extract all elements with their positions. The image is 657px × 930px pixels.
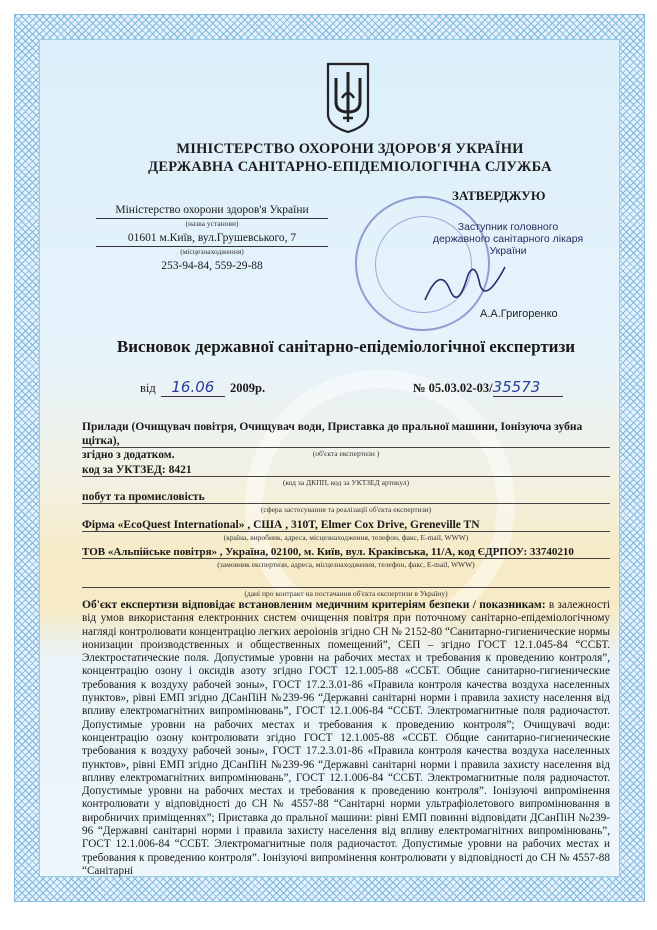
institution-block <box>96 203 328 273</box>
conclusion-lead: Об'єкт експертизи відповідає встановленим медичним критеріям безпеки / показникам: <box>82 599 546 611</box>
conclusion-text: в залежності від умов використання електронних систем очищення повітря при поточному санітарно-епідеміологічному нагляді контролювати концентрацію легких аероіонів згідно СН № 2152-80 “Санитарно-гигиенические нормы ионизации производственных и общественных помещений”, СЕП – згідно ГОСТ 12.1.045-84 “ССБТ. Электростатические поля. Допустимые уровни на рабочих местах и требования к проведению контроля”, концентрацію озону і оксидів азоту згідно ГОСТ 12.1.005-88 «ССБТ. Общие санитарно-гигиенические требования к воздуху рабочей зоны», ГОСТ 17.2.3.01-86 «Правила контроля качества воздуха населенных пунктов», рівні ЕМП згідно ДСанПіН №239-96 “Державні санітарні норми і правила захисту населення від впливу електромагнітних випромінювань”, ГОСТ 12.1.006-84 “ССБТ. Электромагнитные поля радиочастот. Допустимые уровни на рабочих местах и требования к проведению контроля”; Очищувачі води: концентрацію озону контролювати згідно ГОСТ 12.1.005-88 «ССБТ. Общие санитарно-гигиенические требования к воздуху рабочей зоны», ГОСТ 17.2.3.01-86 «Правила контроля качества воздуха населенных пунктов», рівні ЕМП згідно ДСанПіН №239-96 “Державні санітарні норми і правила захисту населення від впливу електромагнітних випромінювань”, ГОСТ 12.1.006-84 “ССБТ. Электромагнитные поля радиочастот. Допустимые уровни на рабочих местах и требования к проведению контроля”. Іонізуючі випромінення контролювати у відповідності до СН № 4557-88 “Санітарні норми ультрафіолетового випромінювання в виробничих приміщеннях”; Приставка до пральної машини: рівні ЕМП повинні відповідати ДСанПіН №239-96 “Державні санітарні норми і правила захисту населення від впливу електромагнітних випромінювань”, ГОСТ 12.1.006-84 “ССБТ. Электромагнитные поля радиочастот. Допустимые уровни на рабочих местах и требования к проведению контроля”. Іонізуючі випромінення контролювати у відповідності до СН № 4557-88 “Санітарні <box>82 599 611 877</box>
object-caption: (об'єкта експертизи ) <box>312 449 380 458</box>
number-prefix: № 05.03.02-03/ <box>413 381 493 395</box>
conclusion-body <box>82 599 610 878</box>
manufacturer-field: Фірма «EcoQuest International» , США , 310T, Elmer Cox Drive, Greneville TN <box>82 519 480 531</box>
date-suffix: 2009р. <box>230 381 266 395</box>
approver-name: А.А.Григоренко <box>480 308 558 320</box>
date-row <box>140 378 265 397</box>
approve-label: ЗАТВЕРДЖУЮ <box>452 188 546 203</box>
customer-caption: (замовник експертизи, адреса, місцезнаходження, телефон, факс, E-mail, WWW) <box>217 560 475 569</box>
ministry-heading <box>120 140 580 176</box>
trident-emblem-icon <box>326 62 370 134</box>
ministry-line-2: ДЕРЖАВНА САНІТАРНО-ЕПІДЕМІОЛОГІЧНА СЛУЖБА <box>148 159 552 175</box>
document-title: Висновок державної санітарно-епідеміологічної експертизи <box>116 337 576 356</box>
approver-position: Заступник головного державного санітарного лікаря України <box>432 221 584 257</box>
institution-address: 01601 м.Київ, вул.Грушевського, 7 <box>96 231 328 247</box>
manufacturer-caption: (країна, виробник, адреса, місцезнаходження, телефон, факс, E-mail, WWW) <box>223 533 469 542</box>
contract-caption: (дані про контракт на постачання об'єкта експертизи в Україну) <box>244 589 448 598</box>
sphere-caption: (сфера застосування та реалізації об'єкта експертизи) <box>260 505 432 514</box>
institution-name: Міністерство охорони здоров'я України <box>96 203 328 219</box>
sphere-field: побут та промисловість <box>82 491 205 503</box>
object-line-2: згідно з додатком. <box>82 449 175 461</box>
ministry-line-1: МІНІСТЕРСТВО ОХОРОНИ ЗДОРОВ'Я УКРАЇНИ <box>176 141 524 157</box>
date-handwritten: 16.06 <box>161 378 225 397</box>
code-field: код за УКТЗЕД: 8421 <box>82 464 192 476</box>
date-prefix: від <box>140 381 156 395</box>
number-row <box>413 378 563 397</box>
signature-icon <box>420 255 510 315</box>
institution-address-caption: (місцезнаходження) <box>180 247 244 256</box>
institution-phones: 253-94-84, 559-29-88 <box>161 260 263 272</box>
customer-field: ТОВ «Альпійське повітря» , Україна, 02100, м. Київ, вул. Краківська, 11/А, код ЄДРПОУ: 33740210 <box>82 546 574 558</box>
institution-name-caption: (назва установи) <box>185 219 239 228</box>
code-caption: (код за ДКПП, код за УКТЗЕД артикул) <box>282 478 410 487</box>
number-handwritten: 35573 <box>493 378 563 397</box>
object-line-1: Прилади (Очищувач повітря, Очищувач води, Приставка до пральної машини, Іонізуюча зубна щітка), <box>82 421 583 447</box>
